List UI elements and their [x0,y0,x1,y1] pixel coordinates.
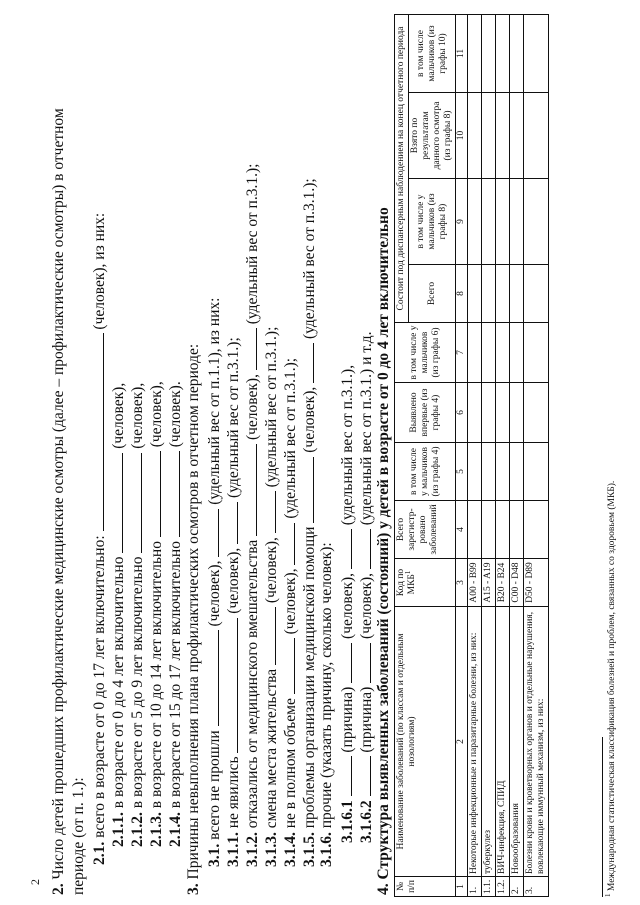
item-unit: (человек), [110,382,127,449]
table-cell[interactable] [524,179,549,265]
blank-line [127,453,142,553]
blank-line [356,529,371,569]
table-cell[interactable] [468,501,482,559]
table-row [468,14,482,896]
blank-line [337,529,352,569]
row-icd-code: C00 - D48 [510,559,524,607]
footnote-divider [602,737,603,897]
blank-line [280,638,295,694]
header-dispensary-group: Состоит под диспансерным наблюдением на конец отчетного периода [395,14,409,322]
item-unit: (человек), [358,572,375,639]
row-index: 1. [468,877,482,897]
table-cell[interactable] [524,265,549,323]
table-cell[interactable] [496,93,510,179]
table-cell[interactable] [482,443,496,501]
item-text: прочие (указать причину, сколько человек): [318,542,335,829]
table-cell[interactable] [496,383,510,443]
table-cell[interactable] [524,93,549,179]
table-cell[interactable] [482,179,496,265]
item-number: 3.1.5. [301,832,318,867]
table-cell[interactable] [468,14,482,92]
header-dispensary-total: Всего [409,265,456,323]
column-number: 1 [456,877,468,897]
item-3-1-1 [223,337,243,867]
item-share: (удельный вес от п.3.1.); [301,178,318,340]
section2-heading-line2: периоде (от п. 1.): [70,777,87,895]
row-disease: Болезни крови и кроветворных органов и отдельные нарушения, вовлекающие иммунный механизм, из них: [524,607,549,877]
section4-title: Структура выявленных заболеваний (состояний) у детей в возрасте от 0 до 4 лет включительно [375,207,392,880]
blank-line [242,328,257,370]
item-3-1-6-2 [356,331,376,843]
item-unit: (человек), [244,374,261,441]
row-icd-code: A15 - A19 [482,559,496,607]
table-cell[interactable] [510,383,524,443]
table-cell[interactable] [482,93,496,179]
footnote [603,480,617,897]
header-disease-name: Наименование заболеваний (по классам и отдельным нозологиям) [395,607,456,877]
table-row [496,14,510,896]
item-2-1-2 [127,383,147,847]
item-text: проблемы организации медицинской помощи [301,526,318,829]
item-3-1-5 [299,178,319,867]
item-unit: (человек), [282,568,299,635]
table-cell[interactable] [468,443,482,501]
item-number: 3.1.3. [263,832,280,867]
item-share: (удельный вес от п.3.1.); [244,163,261,325]
table-cell[interactable] [510,265,524,323]
table-row [524,14,549,896]
header-taken-this-exam: Взято по результатам данного осмотра (из графы 8) [409,93,456,179]
header-index: № п/п [395,877,456,897]
blank-line [165,451,180,537]
section3-number: 3. [185,883,202,895]
footnote-text: Международная статистическая классификация болезней и проблем, связанных со здоровьем (МКБ). [607,480,617,892]
table-row [482,14,496,896]
item-number: 2.1.2. [129,812,146,847]
table-cell[interactable] [496,501,510,559]
item-unit: (человек), [129,382,146,449]
table-cell[interactable] [468,383,482,443]
row-index: 1.1. [482,877,496,897]
item-number: 2.1.4. [167,812,184,847]
item-unit: (человек), [206,560,223,627]
table-cell[interactable] [468,179,482,265]
table-cell[interactable] [510,501,524,559]
row-index: 1.2. [496,877,510,897]
item-text: не явились [225,756,242,829]
item-text: в возрасте от 0 до 4 лет включительно [110,556,127,809]
item-cause: (причина) [358,686,375,753]
page-number: 2 [28,879,42,885]
table-cell[interactable] [496,265,510,323]
item-text: в возрасте от 10 до 14 лет включительно [148,541,165,809]
section2-title: Число детей прошедших профилактические медицинские осмотры (далее – профилактические осмотры) в отчетном [50,108,67,880]
header-first-detected: Выявлено впервые (из графы 4) [395,383,456,443]
item-unit: (человек), [225,547,242,614]
item-number: 3.1. [206,843,223,867]
section2-number: 2. [50,883,67,895]
item-unit: (человек), из них: [91,212,108,330]
item-unit: (человек), [148,381,165,448]
column-number: 2 [456,607,468,877]
row-disease: туберкулез [482,607,496,877]
item-number: 3.1.6. [318,832,335,867]
item-number: 2.1. [91,841,108,865]
blank-line [108,453,123,553]
item-share: (удельный вес от п.3.1.); [225,337,242,498]
table-cell[interactable] [496,443,510,501]
item-share: (удельный вес от п.1.1), из них: [206,297,223,505]
item-2-1-3 [146,381,166,847]
column-number: 4 [456,501,468,559]
header-icd-code-text: Код по МКБ [396,568,417,597]
table-cell[interactable] [524,323,549,383]
item-number: 2.1.3. [148,812,165,847]
row-icd-code: B20 - B24 [496,559,510,607]
blank-line [223,502,238,544]
item-unit: (человек), [339,572,356,639]
item-3-1-4 [280,358,300,867]
item-3-1-6 [318,542,336,867]
table-cell[interactable] [524,501,549,559]
table-cell[interactable] [524,443,549,501]
row-disease: Некоторые инфекционные и паразитарные болезни, из них: [468,607,482,877]
column-number: 11 [456,14,468,92]
header-boys-of-6: в том числе у мальчиков (из графы 6) [395,323,456,383]
table-cell[interactable] [496,14,510,92]
table-cell[interactable] [510,93,524,179]
column-numbers-row [456,14,468,896]
blank-line [356,643,371,683]
item-2-1 [89,213,109,865]
item-unit: (человек), [263,537,280,604]
blank-line [89,333,104,531]
disease-structure-table [394,14,549,897]
blank-line [261,491,276,533]
blank-line [204,509,219,557]
blank-line [261,607,276,665]
column-number: 9 [456,179,468,265]
header-boys-of-10: в том числе мальчиков (из графы 10) [409,14,456,92]
footnote-marker: 1 [403,570,412,575]
item-3-1-6-1 [337,365,357,843]
table-cell[interactable] [468,323,482,383]
item-number: 3.1.4. [282,832,299,867]
column-number: 6 [456,383,468,443]
item-3-1 [204,298,224,867]
item-unit: (человек), [301,386,318,453]
section2-heading-line1 [50,108,68,895]
item-number: 2.1.1. [110,812,127,847]
item-2-1-4 [165,381,185,847]
item-number: 3.1.1. [225,832,242,867]
table-cell[interactable] [468,93,482,179]
section4-number: 4. [375,883,392,895]
footnote-number: 1 [603,893,612,897]
column-number: 10 [456,93,468,179]
blank-line [299,343,314,383]
item-share: (удельный вес от п.3.1.); [263,326,280,488]
blank-line [337,757,352,797]
blank-line [204,630,219,726]
section3-heading [185,344,203,895]
column-number: 5 [456,443,468,501]
header-icd-code [395,559,456,607]
item-share: (удельный вес от п.3.1.); [282,357,299,519]
item-2-1-1 [108,383,128,847]
blank-line [280,523,295,565]
header-boys-of-4: в том числе у мальчиков (из графы 4) [395,443,456,501]
column-number: 7 [456,323,468,383]
item-unit: (человек). [167,381,184,448]
table-cell[interactable] [482,14,496,92]
blank-line [299,457,314,523]
table-cell[interactable] [482,383,496,443]
item-3-1-3 [261,327,281,867]
header-boys-of-8: в том числе у мальчиков (из графы 8) [409,179,456,265]
item-text: всего не прошли [206,730,223,840]
item-number: 3.1.2. [244,832,261,867]
row-index: 3. [524,877,549,897]
table-cell[interactable] [524,14,549,92]
section4-heading [375,207,393,895]
table-cell[interactable] [468,265,482,323]
item-text: отказались от медицинского вмешательства [244,539,261,829]
table-cell[interactable] [482,501,496,559]
blank-line [337,643,352,683]
item-number: 3.1.6.1 [339,800,356,843]
table-cell[interactable] [510,323,524,383]
table-cell[interactable] [510,443,524,501]
item-share: (удельный вес от п.3.1.), [339,364,356,526]
table-cell[interactable] [496,323,510,383]
table-cell[interactable] [510,14,524,92]
item-cause: (причина) [339,686,356,753]
item-number: 3.1.6.2 [358,800,375,843]
blank-line [146,451,161,537]
table-cell[interactable] [482,265,496,323]
blank-line [223,618,238,753]
item-text: смена места жительства [263,668,280,829]
blank-line [242,444,257,536]
header-total-registered: Всего зарегистр- ровано заболеваний [395,501,456,559]
table-cell[interactable] [510,179,524,265]
item-text: в возрасте от 15 до 17 лет включительно [167,541,184,809]
row-index: 2. [510,877,524,897]
item-text: всего в возрасте от 0 до 17 лет включительно: [91,535,108,838]
column-number: 8 [456,265,468,323]
section3-title: Причины невыполнения плана профилактических осмотров в отчетном периоде: [185,343,202,880]
table-cell[interactable] [482,323,496,383]
row-disease: Новообразования [510,607,524,877]
blank-line [356,757,371,797]
column-number: 3 [456,559,468,607]
item-text: не в полном объеме [282,698,299,829]
item-3-1-2 [242,164,262,867]
row-disease: ВИЧ-инфекция, СПИД [496,607,510,877]
row-icd-code: A00 - B99 [468,559,482,607]
table-cell[interactable] [496,179,510,265]
table-cell[interactable] [524,383,549,443]
row-icd-code: D50 - D89 [524,559,549,607]
item-text: в возрасте от 5 до 9 лет включительно [129,556,146,809]
item-share: (удельный вес от п.3.1.) и т.д. [358,331,375,526]
table-row [510,14,524,896]
